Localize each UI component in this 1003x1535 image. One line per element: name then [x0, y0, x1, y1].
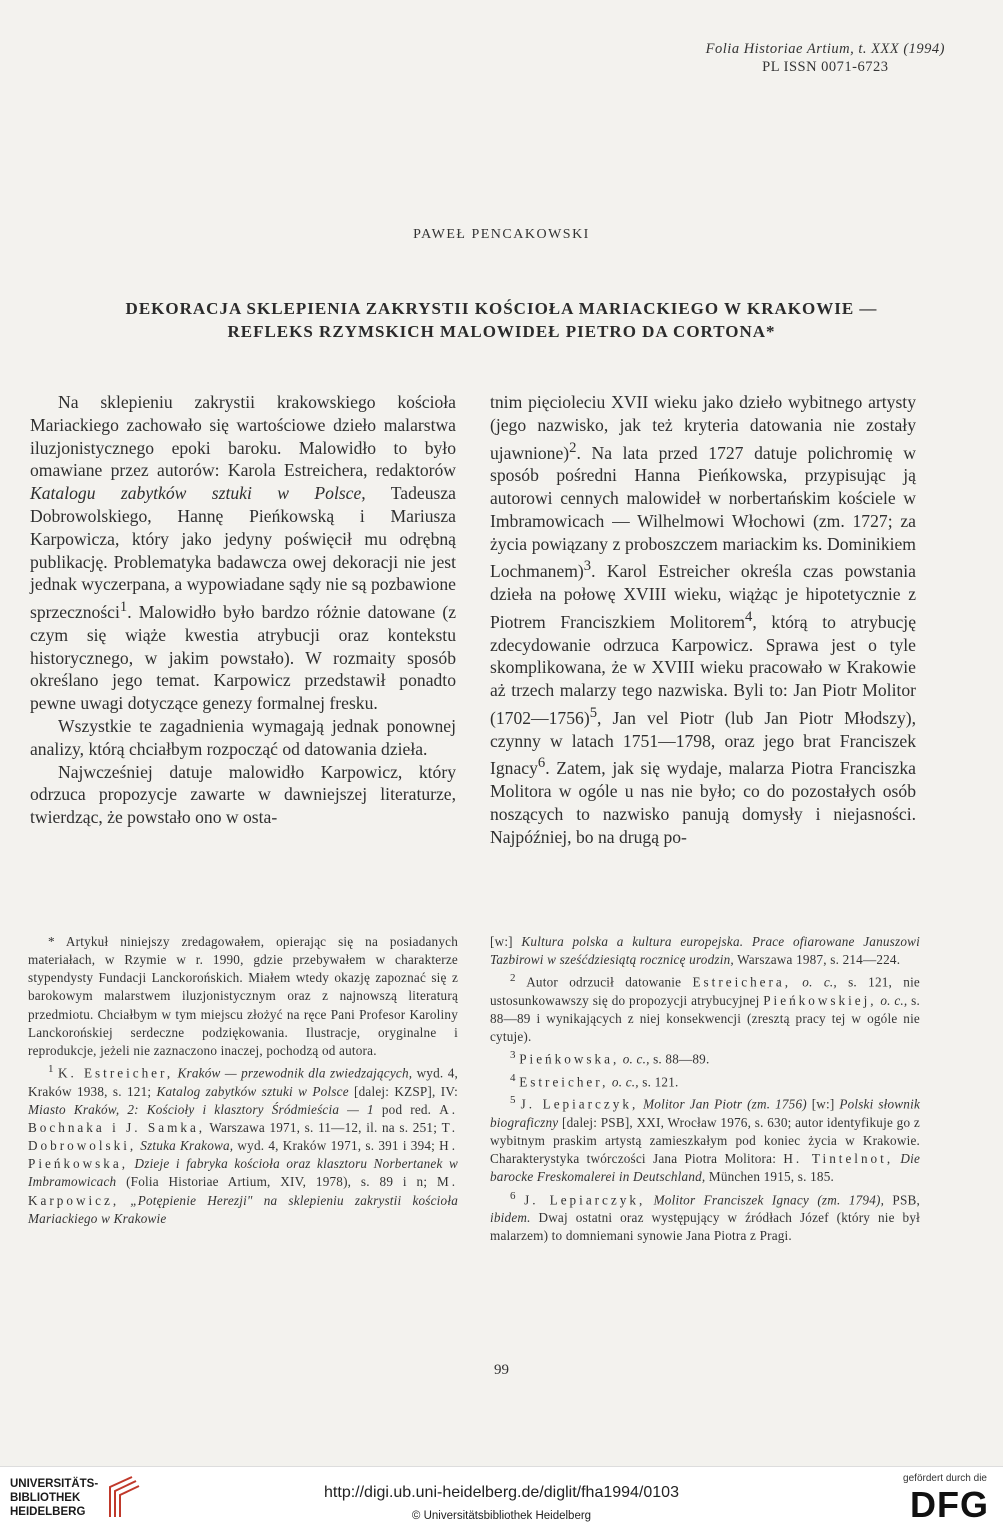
footnote-1-continued: [w:] Kultura polska a kultura europejska. Prace ofiarowane Januszowi Tazbirowi w sześćdziesiątą rocznicę urodzin, Warszawa 1987, s. 214—224. — [490, 934, 920, 968]
footnote-4: $^4$ Estreicher, o. c., s. 121. — [510, 1071, 679, 1090]
footnote-2: $^2$ Autor odrzucił datowanie Estreichera, o. c., s. 121, nie ustosunkowawszy się do propozycji atrybucyjnej Pieńkowskiej, o. c., s. 88—89 i wynikających z niej konsekwencji (zresztą pracy tej w ogóle nie cytuje). — [490, 972, 920, 1045]
footnotes-left — [28, 933, 458, 1228]
footnote-1: $^1$ K. Estreicher, Kraków — przewodnik dla zwiedzających, wyd. 4, Kraków 1938, s. 121; Katalog zabytków sztuki w Polsce [dalej: KZSP], IV: Miasto Kraków, 2: Kościoły i klasztory Śródmieścia — 1 pod red. A. Bochnaka i J. Samka, Warszawa 1971, s. 11—12, il. na s. 251; T. Dobrowolski, Sztuka Krakowa, wyd. 4, Kraków 1971, s. 391 i 394; H. Pieńkowska, Dzieje i fabryka kościoła oraz klasztoru Norbertanek w Imbramowicach (Folia Historiae Artium, XIV, 1978), s. 89 i n; M. Karpowicz, „Potępienie Herezji" na sklepieniu zakrystii kościoła Mariackiego w Krakowie — [28, 1063, 459, 1226]
body-column-left — [30, 391, 456, 829]
footnote-3: $^3$ Pieńkowska, o. c., s. 88—89. — [510, 1049, 710, 1067]
footnote-ref-4[interactable]: 4 — [745, 608, 753, 625]
permalink-url[interactable]: http://digi.ub.uni-heidelberg.de/diglit/fha1994/0103 — [324, 1484, 679, 1501]
footnote-ref-3[interactable]: 3 — [583, 558, 592, 575]
page-number: 99 — [494, 1362, 509, 1378]
footnote-ref-6[interactable]: 6 — [537, 755, 546, 772]
paragraph-1: Na sklepieniu zakrystii krakowskiego kościoła Mariackiego zachowało się wartościowe dzieło malarstwa iluzjonistycznego epoki baroku. Malowidło to było omawiane przez autorów: Karola Estreichera, redaktorów Katalogu zabytków sztuki w Polsce, Tadeusza Dobrowolskiego, Hannę Pieńkowską i Mariusza Karpowicza, który jako jedyny poświęcił mu odrębną publikację. Problematyka badawcza owej dekoracji nie jest jednak wyczerpana, a wypowiadane sądy nie są pozbawione sprzeczności$^1$. Malowidło było bardzo różnie datowane (z czym się wiąże kwestia atrybucji oraz kontekstu historycznego, w jakim powstało). W rozmaity sposób określano jego temat. Karpowicz przedstawił ponadto pewne uwagi dotyczące genezy formalnej fresku. — [30, 392, 456, 714]
article-title — [30, 297, 973, 343]
paragraph-3-continued: tnim pięcioleciu XVII wieku jako dzieło wybitnego artysty (jego nazwisko, jak też kryteria datowania nie zostały ujawnione)$^2$. Na lata przed 1727 datuje polichromię w sposób pośredni Hanna Pieńkowska, przypisując ją autorowi cennych malowideł w norbertańskim kościele w Imbramowicach — Wilhelmowi Włochowi (zm. 1727; za życia powiązany z proboszczem mariackim ks. Dominikiem Lochmanem)$^3$. Karol Estreicher określa czas powstania dzieła na połowę XVIII wieku, wiążąc je hipotetycznie z Piotrem Franciszkiem Molitorem$^4$, którą to atrybucję zdecydowanie odrzuca Karpowicz. Sprawa jest o tyle skomplikowana, że w XVIII wieku pracowało w Krakowie aż trzech malarzy tego nazwiska. Byli to: Jan Piotr Molitor (1702—1756)$^5$, Jan vel Piotr (lub Jan Piotr Młodszy), czynny w latach 1751—1798, oraz jego brat Franciszek Ignacy$^6$. Zatem, jak się wydaje, malarza Piotra Franciszka Molitora w ogóle u nas nie było; co do pozostałych osób noszących to nazwisko panują domysły i niejasności. Najpóźniej, bo na drugą po- — [490, 392, 916, 847]
footnote-ref-1[interactable]: 1 — [119, 599, 128, 616]
footnote-star: * Artykuł niniejszy zredagowałem, opierając się na posiadanych materiałach, w Rzymie w r. 1990, gdzie przebywałem w charakterze stypendysty Fundacji Lanckorońskich. Miałem wtedy okazję zapoznać się z barokowym malarstwem iluzjonistycznym oraz z najnowszą literaturą przedmiotu. Chciałbym w tym miejscu złożyć na ręce Pani Profesor Karoliny Lanckorońskiej serdeczne podziękowania. Ilustracje, oryginalne i reprodukcje, jeżeli nie zaznaczono inaczej, pochodzą od autora. — [28, 934, 458, 1058]
ub-heidelberg-label[interactable]: UNIVERSITÄTS- BIBLIOTHEK HEIDELBERG — [10, 1478, 99, 1518]
digitization-footer — [0, 1466, 1003, 1535]
dfg-logo[interactable]: DFG — [910, 1484, 989, 1525]
journal-header — [706, 40, 945, 76]
journal-title: Folia Historiae Artium, t. XXX (1994) — [705, 41, 945, 57]
footnotes-right — [490, 933, 920, 1245]
copyright-notice: © Universitätsbibliothek Heidelberg — [411, 1510, 592, 1522]
body-column-right — [490, 391, 916, 848]
title-line-1: DEKORACJA SKLEPIENIA ZAKRYSTII KOŚCIOŁA MARIACKIEGO W KRAKOWIE — — [125, 299, 878, 318]
footnote-ref-5[interactable]: 5 — [589, 704, 598, 721]
title-line-2: REFLEKS RZYMSKICH MALOWIDEŁ PIETRO DA CORTONA* — [227, 322, 776, 341]
article-author: PAWEŁ PENCAKOWSKI — [413, 227, 590, 242]
footnote-6: $^6$ J. Lepiarczyk, Molitor Franciszek Ignacy (zm. 1794), PSB, ibidem. Dwaj ostatni oraz występujący w źródłach Józef (który nie był malarzem) to domniemani synowie Jana Piotra z Pragi. — [490, 1189, 920, 1244]
journal-issn: PL ISSN 0071-6723 — [762, 59, 889, 75]
paragraph-3: Najwcześniej datuje malowidło Karpowicz, który odrzuca propozycje zawarte w dawniejszej literaturze, twierdząc, że powstało ono w osta- — [30, 761, 456, 828]
paragraph-2: Wszystkie te zagadnienia wymagają jednak ponownej analizy, którą chciałbym rozpocząć od datowania dzieła. — [30, 716, 456, 759]
footnote-ref-2[interactable]: 2 — [569, 439, 577, 456]
dfg-funding-label: gefördert durch die — [903, 1473, 987, 1484]
footnote-5: $^5$ J. Lepiarczyk, Molitor Jan Piotr (zm. 1756) [w:] Polski słownik biograficzny [dalej: PSB], XXI, Wrocław 1976, s. 630; autor identyfikuje go z wybitnym praskim artystą zamieszkałym pod koniec życia w Krakowie. Charakterystyka twórczości Jana Piotra Molitora: H. Tintelnot, Die barocke Freskomalerei in Deutschland, München 1915, s. 185. — [490, 1094, 921, 1185]
